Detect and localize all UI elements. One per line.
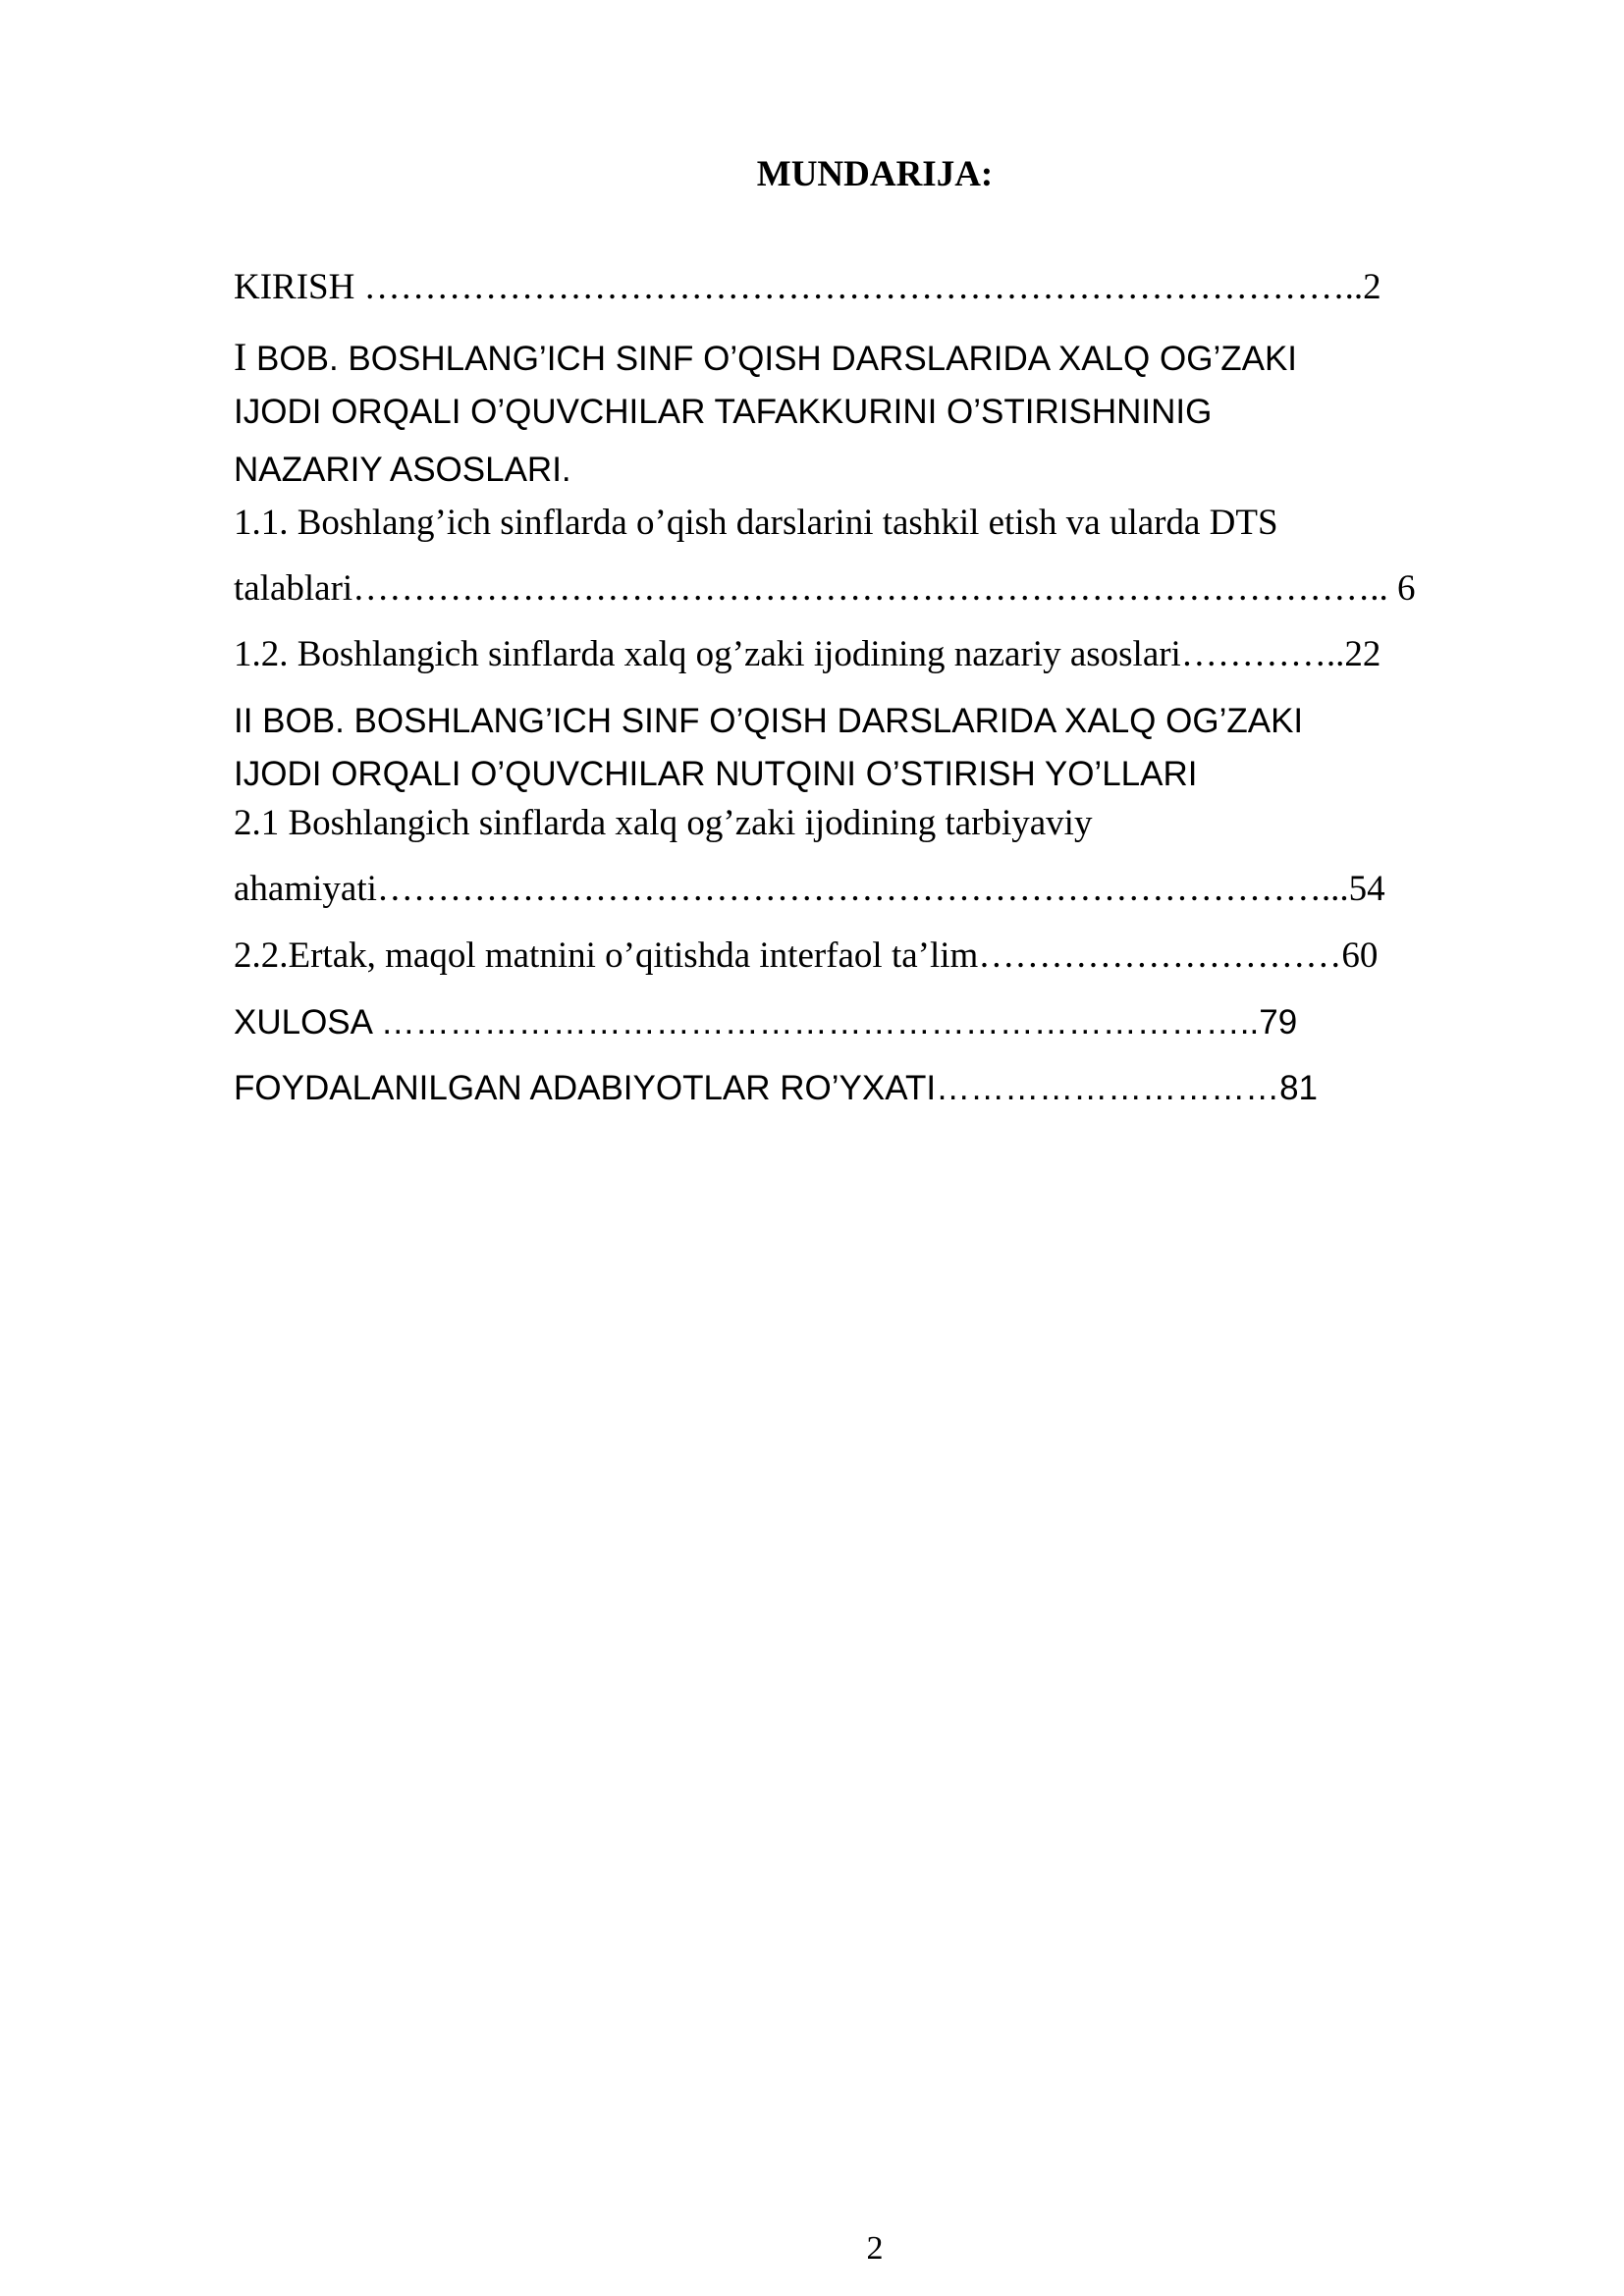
toc-chapter2-line2: IJODI ORQALI O’QUVCHILAR NUTQINI O’STIRISH YO’LLARI: [234, 755, 1198, 793]
toc-section-2-1-line1: 2.1 Boshlangich sinflarda xalq og’zaki ijodining tarbiyaviy: [234, 803, 1093, 843]
toc-section-1-1-line1: 1.1. Boshlang’ich sinflarda o’qish darslarini tashkil etish va ularda DTS: [234, 503, 1278, 543]
toc-chapter2-line1: II BOB. BOSHLANG’ICH SINF O’QISH DARSLARIDA XALQ OG’ZAKI: [234, 702, 1304, 740]
chapter1-heading-text: BOB. BOSHLANG’ICH SINF O’QISH DARSLARIDA XALQ OG’ZAKI: [246, 340, 1298, 378]
page-number: 2: [866, 2230, 884, 2267]
toc-section-2-2: 2.2.Ertak, maqol matnini o’qitishda interfaol ta’lim…………………………60: [234, 935, 1379, 976]
toc-entry-xulosa: XULOSA …………………………………………………………………..79: [234, 1003, 1298, 1041]
toc-entry-adabiyotlar: FOYDALANILGAN ADABIYOTLAR RO’YXATI…………………………81: [234, 1069, 1319, 1107]
toc-chapter1-line1: [234, 336, 1297, 381]
toc-entry-kirish: KIRISH ………………………………………………………………………..2: [234, 267, 1381, 307]
toc-chapter1-line3: NAZARIY ASOSLARI.: [234, 451, 571, 489]
toc-section-2-1-line2: ahamiyati……………………………………………………………………...54: [234, 869, 1385, 909]
toc-section-1-1-line2: talablari………………………………………………………………………….. 6: [234, 568, 1416, 609]
chapter1-numeral: I: [234, 335, 247, 379]
page-title: MUNDARIJA:: [756, 154, 994, 194]
toc-chapter1-line2: IJODI ORQALI O’QUVCHILAR TAFAKKURINI O’STIRISHNINIG: [234, 393, 1213, 431]
toc-section-1-2: 1.2. Boshlangich sinflarda xalq og’zaki ijodining nazariy asoslari…………..22: [234, 634, 1381, 674]
